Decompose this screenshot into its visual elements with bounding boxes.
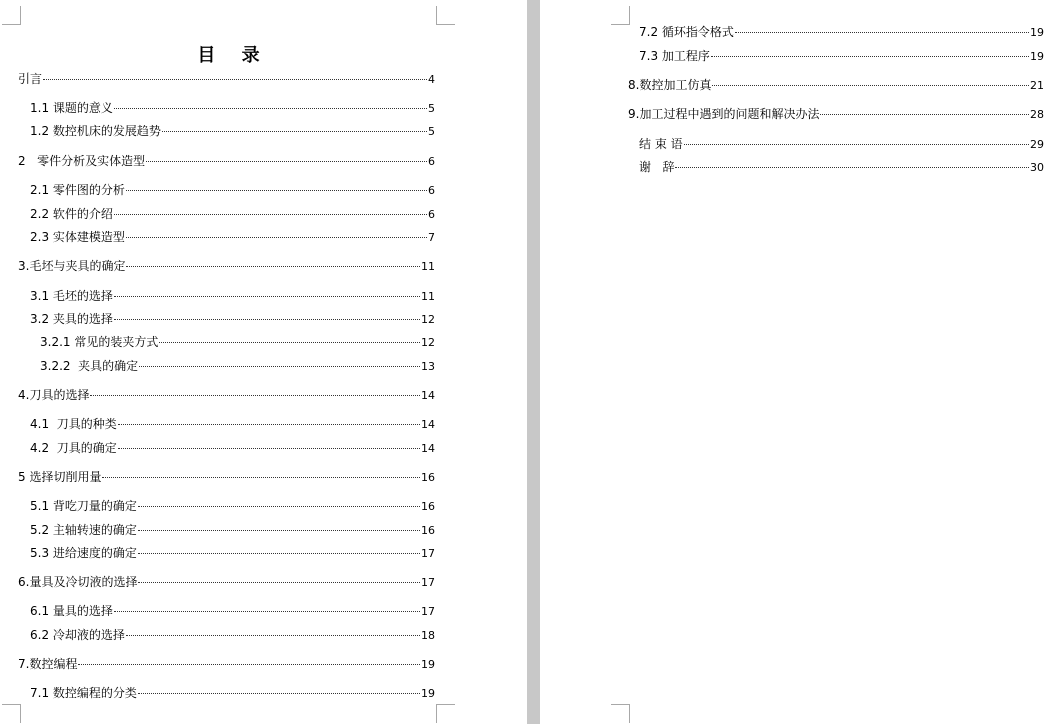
toc-entry-text: 5 选择切削用量 <box>18 470 102 484</box>
toc-entry-page: 6 <box>428 184 435 197</box>
toc-entry-page: 14 <box>421 418 435 431</box>
toc-entry-page: 19 <box>421 687 435 700</box>
toc-entry-text: 4.刀具的选择 <box>18 388 90 402</box>
toc-entry-text: 4.1 刀具的种类 <box>30 417 117 431</box>
toc-leader <box>78 664 420 665</box>
toc-entry[interactable] <box>30 206 435 223</box>
toc-leader <box>118 448 420 449</box>
toc-entry-text: 6.2 冷却液的选择 <box>30 628 125 642</box>
toc-leader <box>114 214 427 215</box>
toc-leader <box>138 582 420 583</box>
toc-entry[interactable] <box>30 685 435 702</box>
toc-leader <box>114 296 420 297</box>
toc-entry-page: 14 <box>421 442 435 455</box>
toc-entry-page: 19 <box>421 658 435 671</box>
toc-entry[interactable] <box>628 77 1044 94</box>
toc-entry[interactable] <box>18 574 435 591</box>
toc-entry[interactable] <box>30 627 435 644</box>
toc-entry-text: 2.2 软件的介绍 <box>30 207 113 221</box>
toc-entry[interactable] <box>639 48 1044 65</box>
toc-leader <box>126 266 420 267</box>
toc-entry-page: 7 <box>428 231 435 244</box>
toc-entry[interactable] <box>30 603 435 620</box>
toc-entry-text: 2 零件分析及实体造型 <box>18 154 146 168</box>
toc-entry[interactable] <box>30 229 435 246</box>
toc-leader <box>162 131 427 132</box>
toc-entry-text: 4.2 刀具的确定 <box>30 441 117 455</box>
toc-entry-text: 6.1 量具的选择 <box>30 604 113 618</box>
toc-entry-page: 5 <box>428 102 435 115</box>
toc-entry[interactable] <box>18 387 435 404</box>
toc-entry-text: 6.量具及冷切液的选择 <box>18 575 138 589</box>
toc-entry[interactable] <box>30 123 435 140</box>
toc-leader <box>114 108 427 109</box>
toc-entry-page: 14 <box>421 389 435 402</box>
toc-entry-text: 3.2.2 夹具的确定 <box>40 359 139 373</box>
toc-entry-page: 17 <box>421 605 435 618</box>
toc-entry-text: 2.1 零件图的分析 <box>30 183 125 197</box>
toc-entry-text: 5.2 主轴转速的确定 <box>30 523 137 537</box>
toc-entry-text: 7.数控编程 <box>18 657 78 671</box>
toc-entry-text: 3.毛坯与夹具的确定 <box>18 259 126 273</box>
toc-leader <box>684 144 1029 145</box>
page-left <box>0 0 527 724</box>
toc-entry-page: 18 <box>421 629 435 642</box>
toc-entry-page: 6 <box>428 208 435 221</box>
toc-leader <box>43 79 427 80</box>
toc-entry-text: 3.2.1 常见的装夹方式 <box>40 335 159 349</box>
toc-leader <box>712 85 1029 86</box>
toc-leader <box>114 611 420 612</box>
toc-entry-text: 引言 <box>18 72 43 86</box>
toc-entry-text: 3.2 夹具的选择 <box>30 312 113 326</box>
crop-mark-bottom-right <box>436 704 455 723</box>
toc-leader <box>146 161 427 162</box>
toc-entry[interactable] <box>30 522 435 539</box>
toc-entry[interactable] <box>30 416 435 433</box>
toc-entry-text: 7.1 数控编程的分类 <box>30 686 137 700</box>
toc-leader <box>126 237 427 238</box>
toc-entry-page: 29 <box>1030 138 1044 151</box>
toc-entry-text: 2.3 实体建模造型 <box>30 230 125 244</box>
toc-entry[interactable] <box>30 100 435 117</box>
toc-entry[interactable] <box>18 656 435 673</box>
toc-entry-text: 谢 辞 <box>639 160 675 174</box>
toc-entry-page: 19 <box>1030 26 1044 39</box>
toc-entry-page: 12 <box>421 313 435 326</box>
toc-entry-page: 16 <box>421 500 435 513</box>
toc-entry[interactable] <box>40 358 435 375</box>
crop-mark-top-left <box>2 6 21 25</box>
toc-leader <box>114 319 420 320</box>
toc-entry-page: 28 <box>1030 108 1044 121</box>
toc-entry-page: 17 <box>421 576 435 589</box>
toc-leader <box>139 366 420 367</box>
toc-entry-page: 4 <box>428 73 435 86</box>
toc-entry-text: 结 束 语 <box>639 137 683 151</box>
toc-leader <box>102 477 420 478</box>
toc-entry-page: 30 <box>1030 161 1044 174</box>
toc-leader <box>126 635 420 636</box>
toc-entry-page: 21 <box>1030 79 1044 92</box>
toc-entry-page: 11 <box>421 290 435 303</box>
toc-entry[interactable] <box>18 153 435 170</box>
toc-leader <box>90 395 420 396</box>
toc-leader <box>711 56 1029 57</box>
toc-entry-text: 5.3 进给速度的确定 <box>30 546 137 560</box>
toc-entry-page: 17 <box>421 547 435 560</box>
toc-entry-page: 16 <box>421 524 435 537</box>
toc-leader <box>138 553 420 554</box>
crop-mark-top-left <box>611 6 630 25</box>
toc-entry[interactable] <box>18 258 435 275</box>
page-right <box>540 0 1064 724</box>
toc-entry-text: 9.加工过程中遇到的问题和解决办法 <box>628 107 820 121</box>
toc-leader <box>735 32 1029 33</box>
toc-leader <box>159 342 420 343</box>
toc-entry[interactable] <box>628 106 1044 123</box>
toc-entry-text: 7.2 循环指令格式 <box>639 25 734 39</box>
toc-entry-text: 1.2 数控机床的发展趋势 <box>30 124 161 138</box>
toc-entry[interactable] <box>639 24 1044 41</box>
toc-entry-page: 16 <box>421 471 435 484</box>
toc-entry-page: 11 <box>421 260 435 273</box>
toc-entry[interactable] <box>30 440 435 457</box>
toc-entry[interactable] <box>18 71 435 88</box>
toc-leader <box>138 693 420 694</box>
toc-entry[interactable] <box>40 334 435 351</box>
toc-entry-text: 8.数控加工仿真 <box>628 78 712 92</box>
toc-leader <box>126 190 427 191</box>
crop-mark-top-right <box>436 6 455 25</box>
toc-entry[interactable] <box>639 136 1044 153</box>
toc-leader <box>118 424 420 425</box>
crop-mark-bottom-left <box>611 704 630 723</box>
toc-entry-text: 7.3 加工程序 <box>639 49 710 63</box>
toc-entry[interactable] <box>18 469 435 486</box>
toc-entry[interactable] <box>30 182 435 199</box>
toc-entry[interactable] <box>30 311 435 328</box>
toc-entry-text: 3.1 毛坯的选择 <box>30 289 113 303</box>
toc-entry-text: 5.1 背吃刀量的确定 <box>30 499 137 513</box>
toc-leader <box>138 506 420 507</box>
toc-entry-page: 19 <box>1030 50 1044 63</box>
toc-leader <box>138 530 420 531</box>
toc-entry-page: 12 <box>421 336 435 349</box>
toc-leader <box>675 167 1029 168</box>
toc-entry[interactable] <box>30 545 435 562</box>
toc-entry-page: 6 <box>428 155 435 168</box>
crop-mark-bottom-left <box>2 704 21 723</box>
page-gutter <box>527 0 540 724</box>
toc-title: 目 录 <box>197 45 270 66</box>
toc-entry[interactable] <box>30 288 435 305</box>
toc-entry-page: 13 <box>421 360 435 373</box>
toc-entry[interactable] <box>639 159 1044 176</box>
toc-entry-text: 1.1 课题的意义 <box>30 101 113 115</box>
toc-entry[interactable] <box>30 498 435 515</box>
toc-leader <box>820 114 1029 115</box>
toc-entry-page: 5 <box>428 125 435 138</box>
